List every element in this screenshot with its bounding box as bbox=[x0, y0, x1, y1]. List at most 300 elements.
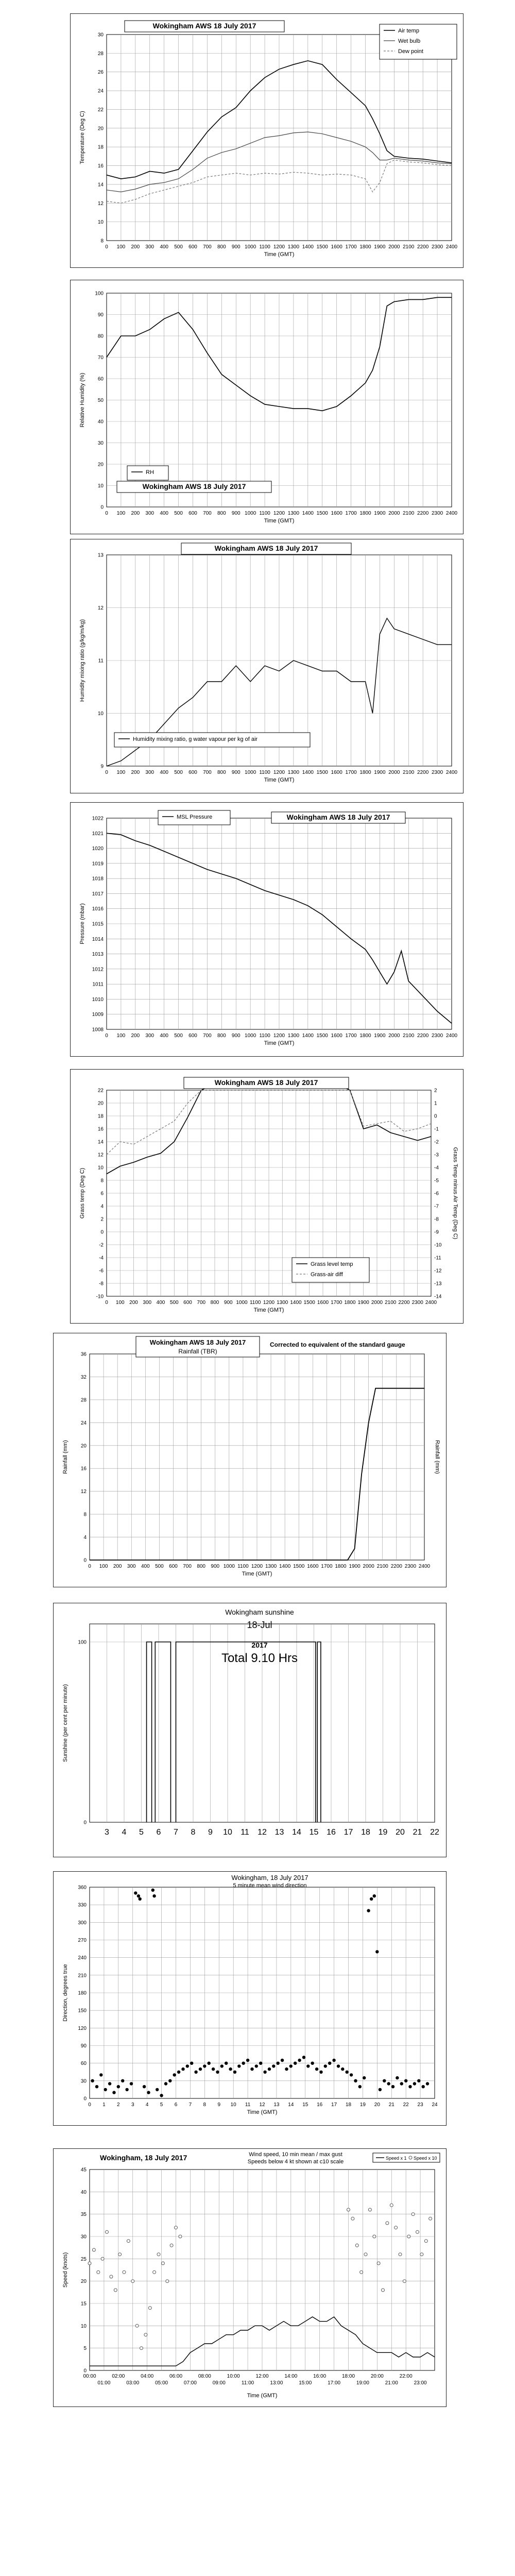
x-tick-label: 18 bbox=[345, 2102, 352, 2108]
x-tick-label: 2200 bbox=[417, 770, 429, 775]
x-tick-label: 500 bbox=[174, 770, 183, 775]
direction-point bbox=[212, 2067, 215, 2071]
temperature-svg bbox=[71, 14, 463, 267]
y-tick-label: 28 bbox=[80, 1397, 87, 1403]
direction-point bbox=[152, 1894, 156, 1897]
mixing-ratio-svg bbox=[71, 539, 463, 793]
chart-title: Wokingham AWS 18 July 2017 bbox=[214, 544, 318, 552]
x-tick-label: 9 bbox=[217, 2102, 221, 2108]
x-tick-label: 4 bbox=[145, 2102, 149, 2108]
chart-title: Wokingham, 18 July 2017 bbox=[231, 1874, 308, 1882]
x-tick-label: 10 bbox=[223, 1828, 232, 1837]
direction-point bbox=[277, 2062, 280, 2065]
gust-point bbox=[101, 2257, 104, 2260]
x-tick-label: 200 bbox=[131, 1033, 140, 1039]
legend-swatch bbox=[409, 2156, 412, 2159]
x-tick-label: 19 bbox=[359, 2102, 366, 2108]
x-tick-label: 300 bbox=[143, 1300, 152, 1306]
y-tick-label: 50 bbox=[97, 398, 104, 403]
x-tick-label: 0 bbox=[105, 1300, 108, 1306]
direction-point bbox=[413, 2082, 416, 2085]
x-tick-label: 2000 bbox=[388, 1033, 400, 1039]
x-tick-label: 1600 bbox=[331, 770, 342, 775]
x-tick-label: 13:00 bbox=[270, 2380, 283, 2386]
wind-direction-chart bbox=[53, 1871, 447, 2126]
legend-label: Speed x 10 bbox=[414, 2156, 437, 2161]
x-tick-label: 24 bbox=[432, 2102, 438, 2108]
x-tick-label: 1800 bbox=[359, 770, 371, 775]
x-tick-label: 1200 bbox=[251, 1564, 263, 1569]
x-tick-label: 400 bbox=[160, 1033, 169, 1039]
y-tick-label: 1018 bbox=[92, 876, 104, 882]
x-tick-label: 2100 bbox=[403, 244, 415, 250]
x-tick-label: 1400 bbox=[302, 511, 314, 516]
x-tick-label: 900 bbox=[211, 1564, 220, 1569]
y-tick-label: 210 bbox=[78, 1973, 87, 1979]
x-tick-label: 05:00 bbox=[155, 2380, 168, 2386]
y-tick-label: -8 bbox=[99, 1281, 104, 1287]
y-tick-label: 1014 bbox=[92, 936, 104, 942]
x-tick-label: 07:00 bbox=[183, 2380, 197, 2386]
x-tick-label: 1600 bbox=[307, 1564, 319, 1569]
x-tick-label: 300 bbox=[127, 1564, 136, 1569]
gust-point bbox=[399, 2253, 402, 2256]
gust-point bbox=[140, 2347, 143, 2350]
gust-point bbox=[394, 2226, 398, 2229]
y-tick-label: 35 bbox=[80, 2212, 87, 2218]
x-tick-label: 2300 bbox=[411, 1300, 423, 1306]
y2-tick-label: -13 bbox=[434, 1281, 442, 1287]
y2-tick-label: -6 bbox=[434, 1191, 439, 1197]
x-tick-label: 100 bbox=[116, 511, 126, 516]
x-tick-label: 20 bbox=[374, 2102, 380, 2108]
pressure-chart bbox=[70, 802, 464, 1057]
chart-subtitle: Speeds below 4 kt shown at c10 scale bbox=[247, 2159, 344, 2165]
y-tick-label: 18 bbox=[97, 144, 104, 150]
gust-point bbox=[157, 2253, 160, 2256]
direction-point bbox=[263, 2071, 266, 2074]
x-tick-label: 0 bbox=[105, 1033, 108, 1039]
x-tick-label: 21 bbox=[388, 2102, 394, 2108]
y-axis-label: Relative Humidity (%) bbox=[79, 372, 85, 428]
y2-tick-label: -1 bbox=[434, 1126, 439, 1132]
x-tick-label: 21:00 bbox=[385, 2380, 398, 2386]
direction-point bbox=[370, 1897, 373, 1901]
gust-point bbox=[114, 2289, 117, 2292]
y-tick-label: 1012 bbox=[92, 967, 104, 973]
x-tick-label: 1200 bbox=[273, 244, 285, 250]
x-tick-label: 2 bbox=[117, 2102, 120, 2108]
sunshine-chart bbox=[53, 1603, 447, 1857]
x-tick-label: 700 bbox=[203, 770, 212, 775]
humidity-chart bbox=[70, 280, 464, 534]
y-tick-label: 80 bbox=[97, 333, 104, 340]
chart-year: 2017 bbox=[251, 1641, 268, 1649]
gust-point bbox=[355, 2244, 358, 2247]
x-axis-label: Time (GMT) bbox=[264, 518, 295, 524]
y2-axis-label: Grass Temp minus Air Temp (Deg C) bbox=[452, 1147, 458, 1240]
direction-point bbox=[190, 2062, 193, 2065]
x-tick-label: 2100 bbox=[385, 1300, 397, 1306]
gust-point bbox=[416, 2230, 419, 2233]
direction-point bbox=[237, 2064, 241, 2067]
x-tick-label: 16 bbox=[317, 2102, 323, 2108]
x-tick-label: 3 bbox=[131, 2102, 134, 2108]
x-tick-label: 10 bbox=[230, 2102, 236, 2108]
x-tick-label: 200 bbox=[131, 770, 140, 775]
x-tick-label: 2200 bbox=[417, 511, 429, 516]
x-tick-label: 1300 bbox=[287, 1033, 300, 1039]
gust-point bbox=[118, 2253, 122, 2256]
y2-tick-label: -3 bbox=[434, 1152, 439, 1158]
x-tick-label: 1700 bbox=[345, 1033, 357, 1039]
gust-point bbox=[364, 2253, 367, 2256]
x-tick-label: 1400 bbox=[290, 1300, 302, 1306]
gust-point bbox=[110, 2275, 113, 2278]
direction-point bbox=[367, 1909, 370, 1912]
y-tick-label: 1009 bbox=[92, 1012, 104, 1018]
x-tick-label: 03:00 bbox=[126, 2380, 140, 2386]
direction-point bbox=[272, 2064, 275, 2067]
y-tick-label: 16 bbox=[80, 1466, 87, 1472]
y-tick-label: 1020 bbox=[92, 846, 104, 852]
chart-title: Wokingham AWS 18 July 2017 bbox=[149, 1338, 246, 1346]
y-tick-label: 5 bbox=[83, 2346, 87, 2352]
chart-date: 18-Jul bbox=[247, 1620, 272, 1630]
y-tick-label: 1011 bbox=[92, 981, 104, 988]
x-tick-label: 0 bbox=[88, 1564, 91, 1569]
legend-label: Grass-air diff bbox=[311, 1272, 343, 1278]
gust-point bbox=[347, 2208, 350, 2211]
y-tick-label: 45 bbox=[80, 2167, 87, 2173]
x-tick-label: 1000 bbox=[236, 1300, 248, 1306]
direction-point bbox=[404, 2079, 407, 2082]
x-tick-label: 0 bbox=[105, 244, 108, 250]
x-tick-label: 6 bbox=[174, 2102, 178, 2108]
direction-point bbox=[95, 2085, 98, 2088]
y-tick-label: 15 bbox=[80, 2301, 87, 2307]
x-tick-label: 1100 bbox=[237, 1564, 249, 1569]
x-tick-label: 1900 bbox=[374, 1033, 386, 1039]
x-tick-label: 1000 bbox=[245, 511, 256, 516]
y-tick-label: 360 bbox=[78, 1885, 87, 1891]
gust-point bbox=[131, 2280, 134, 2283]
x-tick-label: 700 bbox=[203, 1033, 212, 1039]
x-tick-label: 2300 bbox=[431, 511, 443, 516]
wind-speed-svg bbox=[54, 2149, 446, 2406]
gust-point bbox=[123, 2270, 126, 2274]
temperature-chart bbox=[70, 13, 464, 268]
x-axis-label: Time (GMT) bbox=[264, 777, 295, 783]
x-tick-label: 22:00 bbox=[399, 2374, 413, 2379]
direction-point bbox=[229, 2067, 232, 2071]
direction-point bbox=[208, 2062, 211, 2065]
x-axis-label: Time (GMT) bbox=[264, 251, 295, 258]
y-tick-label: 1013 bbox=[92, 952, 104, 958]
gust-point bbox=[179, 2235, 182, 2238]
y-tick-label: 8 bbox=[100, 1178, 104, 1184]
direction-point bbox=[125, 2088, 128, 2091]
chart-subtitle: Wind speed, 10 min mean / max gust bbox=[249, 2151, 342, 2158]
x-tick-label: 8 bbox=[191, 1828, 196, 1837]
x-tick-label: 700 bbox=[203, 511, 212, 516]
direction-point bbox=[168, 2079, 171, 2082]
y-tick-label: 330 bbox=[78, 1902, 87, 1908]
chart-annotation: Corrected to equivalent of the standard gauge bbox=[270, 1341, 405, 1348]
y-tick-label: 14 bbox=[97, 1139, 104, 1145]
gust-point bbox=[429, 2217, 432, 2220]
direction-point bbox=[363, 2076, 366, 2079]
direction-point bbox=[259, 2062, 262, 2065]
gust-point bbox=[368, 2208, 371, 2211]
gust-point bbox=[411, 2213, 415, 2216]
x-tick-label: 1500 bbox=[316, 770, 328, 775]
direction-point bbox=[151, 1889, 154, 1892]
x-tick-label: 200 bbox=[113, 1564, 122, 1569]
gust-point bbox=[161, 2262, 164, 2265]
direction-point bbox=[281, 2059, 284, 2062]
direction-point bbox=[346, 2071, 349, 2074]
x-tick-label: 23 bbox=[417, 2102, 423, 2108]
x-tick-label: 17 bbox=[344, 1828, 353, 1837]
x-tick-label: 600 bbox=[188, 244, 197, 250]
direction-point bbox=[341, 2067, 344, 2071]
y-tick-label: 150 bbox=[78, 2008, 87, 2014]
x-tick-label: 1000 bbox=[245, 770, 256, 775]
direction-point bbox=[246, 2059, 249, 2062]
x-tick-label: 700 bbox=[203, 244, 212, 250]
y-tick-label: 1021 bbox=[92, 831, 104, 837]
x-tick-label: 600 bbox=[169, 1564, 178, 1569]
x-tick-label: 2300 bbox=[404, 1564, 417, 1569]
gust-point bbox=[407, 2235, 410, 2238]
y-tick-label: 0 bbox=[100, 1229, 104, 1235]
y-tick-label: 60 bbox=[80, 2061, 87, 2067]
y2-axis-label: Rainfall (mm) bbox=[434, 1440, 440, 1474]
x-axis-label: Time (GMT) bbox=[253, 1307, 284, 1313]
x-tick-label: 8 bbox=[203, 2102, 207, 2108]
x-tick-label: 22 bbox=[403, 2102, 409, 2108]
gust-point bbox=[386, 2222, 389, 2225]
x-tick-label: 12 bbox=[259, 2102, 265, 2108]
x-tick-label: 1500 bbox=[316, 244, 328, 250]
x-tick-label: 2100 bbox=[376, 1564, 388, 1569]
gust-point bbox=[377, 2262, 380, 2265]
x-tick-label: 12 bbox=[258, 1828, 267, 1837]
x-tick-label: 1500 bbox=[316, 511, 328, 516]
y-tick-label: 22 bbox=[97, 107, 104, 113]
gust-point bbox=[135, 2324, 139, 2327]
x-tick-label: 1600 bbox=[331, 1033, 342, 1039]
y2-tick-label: -4 bbox=[434, 1165, 439, 1171]
y-tick-label: 90 bbox=[97, 312, 104, 318]
chart-title: Wokingham sunshine bbox=[225, 1608, 294, 1616]
y-tick-label: 11 bbox=[98, 658, 104, 664]
y-axis-label: Temperature (Deg C) bbox=[79, 111, 85, 164]
direction-point bbox=[408, 2085, 411, 2088]
gust-point bbox=[127, 2240, 130, 2243]
direction-point bbox=[391, 2085, 394, 2088]
wind-speed-chart bbox=[53, 2148, 447, 2407]
x-tick-label: 15 bbox=[302, 2102, 308, 2108]
direction-point bbox=[91, 2079, 94, 2082]
x-tick-label: 900 bbox=[224, 1300, 233, 1306]
direction-point bbox=[112, 2091, 115, 2094]
y-tick-label: 12 bbox=[80, 1489, 87, 1495]
y-tick-label: 13 bbox=[97, 552, 104, 558]
direction-point bbox=[233, 2071, 236, 2074]
gust-point bbox=[106, 2230, 109, 2233]
x-tick-label: 1700 bbox=[331, 1300, 342, 1306]
x-tick-label: 2300 bbox=[431, 770, 443, 775]
direction-point bbox=[173, 2073, 176, 2076]
x-tick-label: 1900 bbox=[374, 770, 386, 775]
x-tick-label: 1500 bbox=[316, 1033, 328, 1039]
rainfall-chart bbox=[53, 1333, 447, 1587]
y-tick-label: -2 bbox=[99, 1242, 104, 1248]
y-tick-label: 20 bbox=[97, 126, 104, 132]
y-tick-label: 240 bbox=[78, 1955, 87, 1961]
direction-point bbox=[396, 2076, 399, 2079]
y-tick-label: 180 bbox=[78, 1990, 87, 1996]
x-tick-label: 15:00 bbox=[299, 2380, 312, 2386]
y-axis-label: Grass temp (Deg C) bbox=[79, 1167, 85, 1219]
x-tick-label: 1100 bbox=[259, 244, 270, 250]
x-tick-label: 04:00 bbox=[141, 2374, 154, 2379]
x-tick-label: 7 bbox=[188, 2102, 192, 2108]
x-tick-label: 1800 bbox=[335, 1564, 347, 1569]
x-tick-label: 1400 bbox=[302, 244, 314, 250]
direction-point bbox=[181, 2067, 184, 2071]
x-tick-label: 00:00 bbox=[83, 2374, 96, 2379]
x-tick-label: 10:00 bbox=[227, 2374, 240, 2379]
direction-point bbox=[104, 2088, 107, 2091]
x-tick-label: 2000 bbox=[363, 1564, 374, 1569]
direction-point bbox=[422, 2085, 425, 2088]
x-tick-label: 1700 bbox=[345, 244, 357, 250]
direction-point bbox=[289, 2064, 293, 2067]
y-tick-label: 4 bbox=[100, 1204, 104, 1210]
y-tick-label: 1022 bbox=[92, 816, 104, 822]
chart-subtitle: Rainfall (TBR) bbox=[178, 1348, 217, 1355]
x-tick-label: 500 bbox=[174, 1033, 183, 1039]
x-tick-label: 9 bbox=[208, 1828, 213, 1837]
x-tick-label: 1300 bbox=[265, 1564, 277, 1569]
x-tick-label: 09:00 bbox=[212, 2380, 226, 2386]
x-tick-label: 0 bbox=[105, 511, 108, 516]
gust-point bbox=[390, 2204, 393, 2207]
x-tick-label: 1100 bbox=[259, 511, 270, 516]
direction-point bbox=[203, 2064, 206, 2067]
x-tick-label: 2400 bbox=[445, 244, 458, 250]
y-axis-label: Sunshine (per cent per minute) bbox=[62, 1684, 68, 1762]
gust-point bbox=[175, 2226, 178, 2229]
direction-point bbox=[139, 1897, 142, 1901]
x-tick-label: 1000 bbox=[245, 1033, 256, 1039]
direction-point bbox=[117, 2085, 120, 2088]
y2-tick-label: 1 bbox=[434, 1100, 437, 1107]
x-tick-label: 15 bbox=[309, 1828, 319, 1837]
y-tick-label: 24 bbox=[97, 88, 104, 94]
direction-point bbox=[130, 2082, 133, 2085]
gust-point bbox=[166, 2280, 169, 2283]
x-tick-label: 800 bbox=[210, 1300, 219, 1306]
direction-point bbox=[164, 2082, 167, 2085]
y-tick-label: 1017 bbox=[92, 891, 104, 897]
x-tick-label: 2000 bbox=[371, 1300, 383, 1306]
direction-point bbox=[220, 2064, 224, 2067]
y-tick-label: 25 bbox=[80, 2256, 87, 2262]
gust-point bbox=[360, 2270, 363, 2274]
x-tick-label: 1100 bbox=[249, 1300, 261, 1306]
gust-point bbox=[153, 2270, 156, 2274]
x-tick-label: 1300 bbox=[277, 1300, 288, 1306]
x-axis-label: Time (GMT) bbox=[247, 2393, 278, 2399]
y-tick-label: 0 bbox=[83, 1820, 87, 1826]
x-tick-label: 2100 bbox=[403, 511, 415, 516]
x-tick-label: 100 bbox=[99, 1564, 108, 1569]
direction-point bbox=[358, 2085, 362, 2088]
direction-point bbox=[242, 2062, 245, 2065]
x-tick-label: 400 bbox=[160, 770, 169, 775]
y-tick-label: 100 bbox=[78, 1639, 87, 1646]
direction-point bbox=[108, 2082, 111, 2085]
x-tick-label: 3 bbox=[105, 1828, 109, 1837]
x-tick-label: 1600 bbox=[331, 511, 342, 516]
y-tick-label: 0 bbox=[100, 504, 104, 511]
direction-point bbox=[298, 2059, 301, 2062]
x-tick-label: 100 bbox=[116, 244, 126, 250]
x-tick-label: 1300 bbox=[287, 511, 300, 516]
y-tick-label: 1008 bbox=[92, 1027, 104, 1033]
x-tick-label: 18 bbox=[361, 1828, 370, 1837]
y2-tick-label: -14 bbox=[434, 1294, 442, 1300]
x-tick-label: 2100 bbox=[403, 1033, 415, 1039]
y-tick-label: 1019 bbox=[92, 861, 104, 867]
chart-total: Total 9.10 Hrs bbox=[221, 1651, 298, 1665]
y-tick-label: 40 bbox=[97, 419, 104, 425]
x-tick-label: 800 bbox=[217, 244, 226, 250]
y-tick-label: 2 bbox=[100, 1216, 104, 1223]
x-tick-label: 1300 bbox=[287, 244, 300, 250]
direction-point bbox=[383, 2079, 386, 2082]
y2-tick-label: -7 bbox=[434, 1204, 439, 1210]
y-tick-label: 4 bbox=[83, 1535, 87, 1541]
legend-label: Grass level temp bbox=[311, 1261, 353, 1267]
x-tick-label: 14 bbox=[292, 1828, 301, 1837]
x-tick-label: 13 bbox=[274, 1828, 284, 1837]
direction-point bbox=[324, 2064, 327, 2067]
x-tick-label: 13 bbox=[273, 2102, 280, 2108]
x-tick-label: 1200 bbox=[273, 1033, 285, 1039]
x-tick-label: 1700 bbox=[345, 511, 357, 516]
y-axis-label: Humidity mixing ratio (g/kg/m/kg) bbox=[79, 619, 85, 702]
direction-point bbox=[379, 2088, 382, 2091]
x-tick-label: 1000 bbox=[245, 244, 256, 250]
direction-point bbox=[134, 1891, 137, 1894]
x-tick-label: 1700 bbox=[345, 770, 357, 775]
direction-point bbox=[250, 2067, 253, 2071]
gust-point bbox=[424, 2240, 427, 2243]
x-tick-label: 1800 bbox=[359, 511, 371, 516]
gust-point bbox=[420, 2253, 423, 2256]
x-tick-label: 1800 bbox=[344, 1300, 356, 1306]
direction-point bbox=[186, 2064, 189, 2067]
humidity-svg bbox=[71, 280, 463, 534]
y-tick-label: 120 bbox=[78, 2025, 87, 2031]
x-tick-label: 1700 bbox=[321, 1564, 333, 1569]
y-tick-label: 10 bbox=[97, 483, 104, 489]
